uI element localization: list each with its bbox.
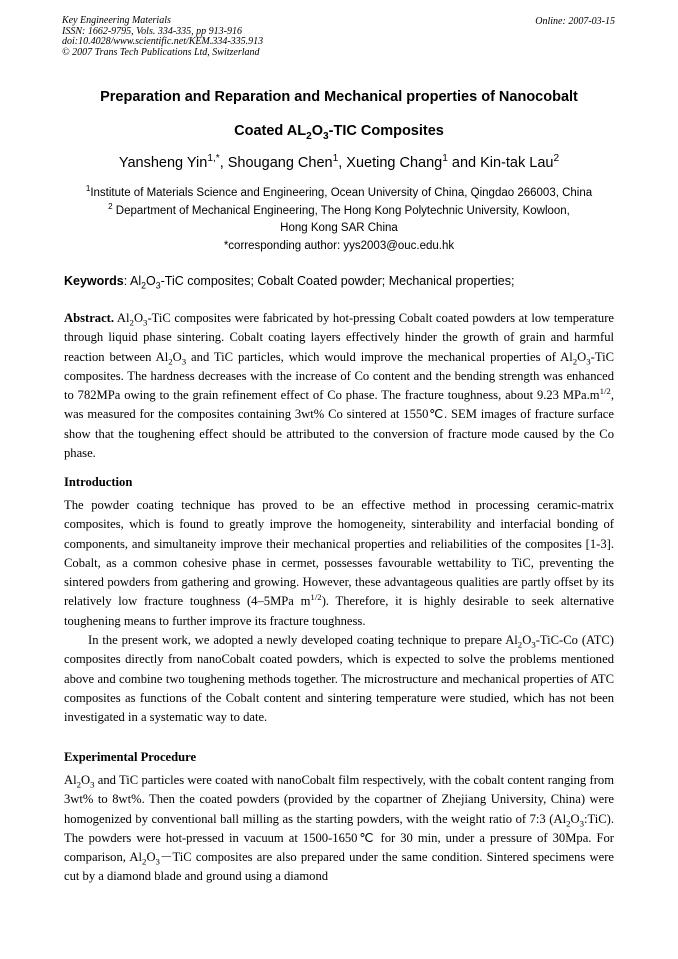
introduction-paragraph-1: The powder coating technique has proved to be an effective method in processing ceramic-matrix composites, which is found to greatly improve the homogeneity, sinterability and interfacial bonding of components, and simultaneity improve their mechanical properties and reliabilities of the composites [1-3]. Cobalt, as a common cohesive phase in cermet, possesses favourable wettability to TiC, preventing the sintered powders from gathering and growing. However, these advantageous qualities are partly offset by its relatively low fracture toughness (4–5MPa $m^{1/2}$). Therefore, it is highly desirable to seek alternative toughening means to further improve its fracture toughness. (64, 498, 614, 628)
experimental-body: $Al_2O_3$ and TiC particles were coated with nanoCobalt film respectively, with the cobalt content ranging from 3wt% to 8wt%. Then the coated powders (provided by the copartner of Zhejiang University, China) were homogenized by conventional ball milling as the starting powders, with the weight ratio of 7:3 $(Al_2O_3:TiC)$. The powders were hot-pressed in vacuum at 1500-1650℃ for 30 min, under a pressure of 30Mpa. For comparison, $Al_2O_3-TiC$ composites are also prepared under the same condition. Sintered specimens were cut by a diamond blade and ground using a diamond (64, 773, 614, 884)
affiliation-2-line2: Hong Kong SAR China (280, 222, 398, 234)
experimental-heading: Experimental Procedure (64, 750, 197, 764)
author-list: Yansheng Yin$^{1,*}$, Shougang Chen$^1$, Xueting Chang$^1$ and Kin-tak Lau$^2$ (118, 153, 560, 171)
introduction-paragraph-2: In the present work, we adopted a newly developed coating technique to prepare $Al_2O_3-TiC-Co$ (ATC) composites directly from nanoCobalt coated powders, which is expected to solve the problems mentioned above and combine two toughening methods together. The microstructure and mechanical properties of ATC composites as functions of the Cobalt content and sintering temperature were studied, which has not been investigated in a systematic way to date. (64, 633, 615, 725)
issn-line: ISSN: 1662-9795, Vols. 334-335, pp 913-916 (62, 25, 242, 37)
corresponding-author: *corresponding author: yys2003@ouc.edu.hk (223, 240, 455, 252)
introduction-heading: Introduction (64, 475, 133, 489)
journal-header (62, 16, 263, 58)
affiliation-2: $^2$ Department of Mechanical Engineering, The Hong Kong Polytechnic University, Kowloon, (108, 202, 570, 217)
journal-name: Key Engineering Materials (62, 15, 171, 26)
affiliation-1: $^1$Institute of Materials Science and Engineering, Ocean University of China, Qingdao 266003, China (85, 184, 593, 199)
paper-title-line1: Preparation and Reparation and Mechanical properties of Nanocobalt (100, 89, 578, 105)
keywords: Keywords: $Al_2O_3$-TiC composites; Cobalt Coated powder; Mechanical properties; (64, 274, 515, 291)
abstract: Abstract. $Al_2O_3$-TiC composites were fabricated by hot-pressing Cobalt coated powders at low temperature through liquid phase sintering. Cobalt coating layers effectively hinder the growth of grain and harmful reaction between $Al_2O_3$ and TiC particles, which would improve the mechanical properties of $Al_2O_3$-TiC composites. The hardness decreases with the increase of Co content and the bending strength was enhanced to 782MPa owing to the grain refinement effect of Co phase. The fracture toughness, about 9.23 $MPa.m^{1/2}$, was measured for the composites containing 3wt% Co sintered at 1550℃. SEM images of fracture surface show that the toughening effect should be attributed to the conversion of fracture mode caused by the Co phase. (64, 311, 614, 461)
copyright-line: © 2007 Trans Tech Publications Ltd, Switzerland (62, 46, 260, 58)
doi-line: doi:10.4028/www.scientific.net/KEM.334-335.913 (62, 36, 264, 47)
abstract-label: Abstract. (64, 311, 115, 325)
keywords-label: Keywords (64, 274, 124, 288)
online-date: Online: 2007-03-15 (535, 16, 615, 27)
introduction-body (64, 496, 614, 728)
paper-title-line2: Coated $AL_2O_3$-TIC Composites (234, 123, 444, 142)
